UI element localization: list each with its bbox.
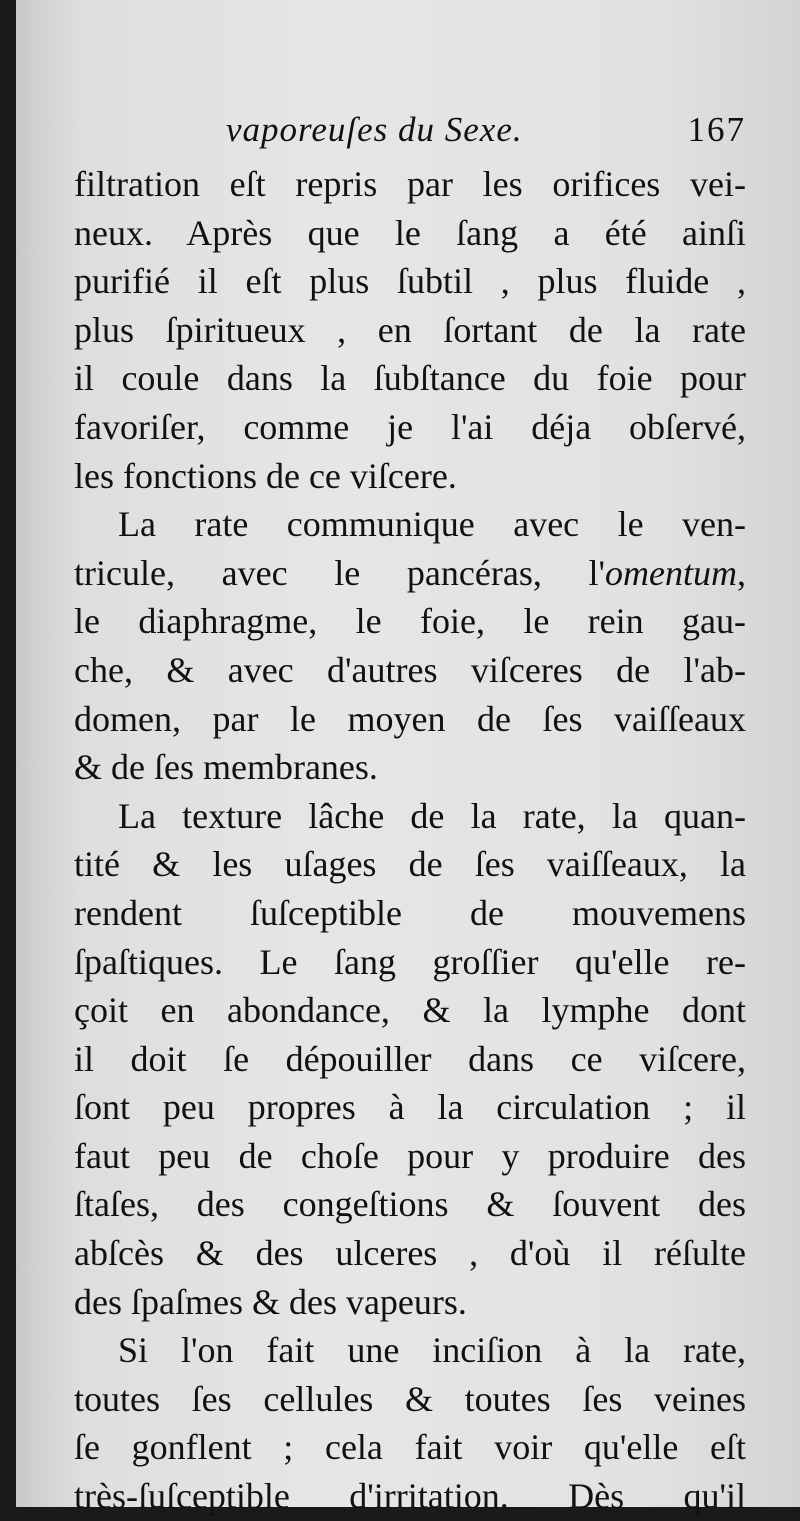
text-line: toutes ſes cellules & toutes ſes veines [74,1378,746,1419]
text-line: les fonctions de ce viſcere. [74,455,457,496]
text-line: La rate communique avec le ven- [118,504,746,545]
text-segment: , [737,552,746,593]
text-line: neux. Après que le ſang a été ainſi [74,212,746,253]
text-line: favoriſer, comme je l'ai déja obſervé, [74,406,746,447]
text-line: ſpaſtiques. Le ſang groſſier qu'elle re- [74,941,746,982]
scan-edge [0,0,16,1507]
text-line: faut peu de choſe pour y produire des [74,1135,746,1176]
book-page [16,0,800,1517]
text-line: & de ſes membranes. [74,747,378,788]
text-segment: tricule, avec le pancéras, l' [74,552,606,593]
running-head [74,110,746,160]
text-line: filtration eſt repris par les orifices vei- [74,164,746,204]
page-text-block [74,110,746,1521]
text-line: des ſpaſmes & des vapeurs. [74,1281,467,1322]
text-line: le diaphragme, le foie, le rein gau- [74,601,746,642]
text-line: il coule dans la ſubſtance du foie pour [74,358,746,399]
paragraph-1 [74,160,746,500]
text-line: che, & avec d'autres viſceres de l'ab- [74,649,746,690]
text-line: plus ſpiritueux , en ſortant de la rate [74,309,746,350]
text-line: Si l'on fait une inciſion à la rate, [118,1330,746,1371]
text-line: purifié il eſt plus ſubtil , plus fluide , [74,261,746,302]
text-line: ſe gonflent ; cela fait voir qu'elle eſt [74,1427,746,1468]
text-line: çoit en abondance, & la lymphe dont [74,990,746,1031]
page-number: 167 [687,110,746,149]
text-line: tité & les uſages de ſes vaiſſeaux, la [74,844,746,885]
text-line: domen, par le moyen de ſes vaiſſeaux [74,698,746,739]
paragraph-4 [74,1326,746,1520]
text-line: ſtaſes, des congeſtions & ſouvent des [74,1184,746,1225]
text-line: il doit ſe dépouiller dans ce viſcere, [74,1038,746,1079]
italic-term: omentum [605,552,737,593]
paragraph-2 [74,500,746,792]
paragraph-3 [74,792,746,1327]
text-line: ſont peu propres à la circulation ; il [74,1087,746,1128]
text-line: La texture lâche de la rate, la quan- [118,795,746,836]
running-title: vaporeuſes du Sexe. [226,110,523,149]
text-line-mixed [74,549,746,598]
text-line: très-ſuſceptible d'irritation. Dès qu'il [74,1476,746,1517]
text-line: rendent ſuſceptible de mouvemens [74,892,746,933]
text-line: abſcès & des ulceres , d'où il réſulte [74,1233,746,1274]
